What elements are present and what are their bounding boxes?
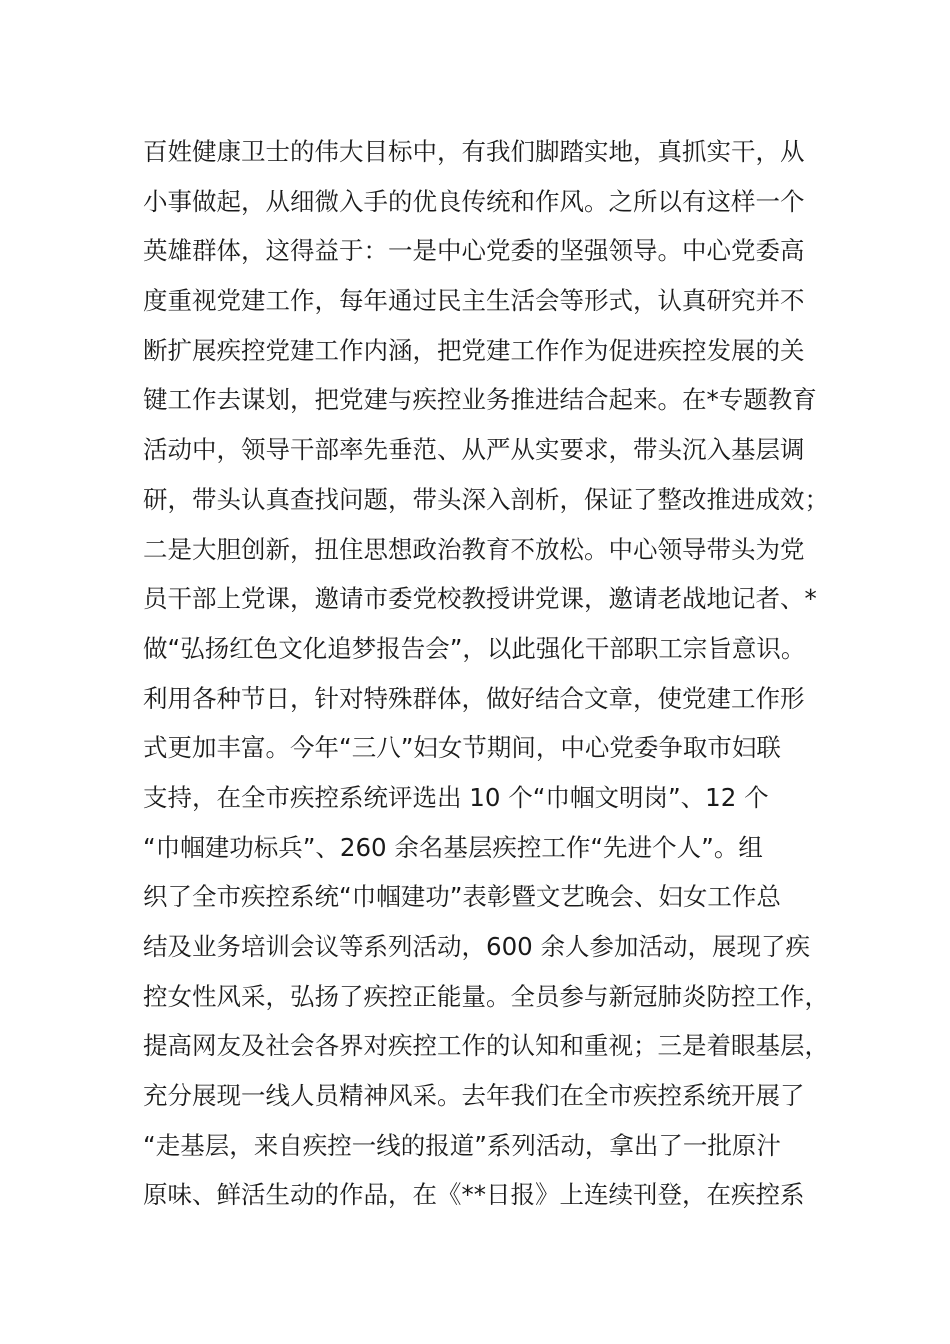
text-line: 小事做起，从细微入手的优良传统和作风。之所以有这样一个 [143, 186, 805, 216]
text-line: 式更加丰富。今年“三八”妇女节期间，中心党委争取市妇联 [143, 733, 781, 763]
text-line: 控女性风采，弘扬了疾控正能量。全员参与新冠肺炎防控工作， [143, 981, 829, 1011]
body-paragraph [143, 127, 829, 1220]
text-line: 研，带头认真查找问题，带头深入剖析，保证了整改推进成效； [143, 484, 829, 514]
text-line: “巾帼建功标兵”、260 余名基层疾控工作“先进个人”。组 [143, 832, 763, 862]
text-line: 键工作去谋划，把党建与疾控业务推进结合起来。在*专题教育 [143, 385, 817, 415]
text-line: 提高网友及社会各界对疾控工作的认知和重视；三是着眼基层， [143, 1031, 829, 1061]
text-line: 二是大胆创新，扭住思想政治教育不放松。中心领导带头为党 [143, 534, 805, 564]
text-line: 做“弘扬红色文化追梦报告会”，以此强化干部职工宗旨意识。 [143, 633, 806, 663]
text-line: 员干部上党课，邀请市委党校教授讲党课，邀请老战地记者、* [143, 584, 817, 614]
text-line: 充分展现一线人员精神风采。去年我们在全市疾控系统开展了 [143, 1081, 805, 1111]
text-line: “走基层，来自疾控一线的报道”系列活动，拿出了一批原汁 [143, 1130, 781, 1160]
text-line: 断扩展疾控党建工作内涵，把党建工作作为促进疾控发展的关 [143, 335, 805, 365]
text-line: 活动中，领导干部率先垂范、从严从实要求，带头沉入基层调 [143, 435, 805, 465]
text-line: 英雄群体，这得益于：一是中心党委的坚强领导。中心党委高 [143, 236, 805, 266]
text-line: 织了全市疾控系统“巾帼建功”表彰暨文艺晚会、妇女工作总 [143, 882, 781, 912]
text-line: 度重视党建工作，每年通过民主生活会等形式，认真研究并不 [143, 286, 805, 316]
text-line: 百姓健康卫士的伟大目标中，有我们脚踏实地，真抓实干，从 [143, 137, 805, 166]
text-line: 支持，在全市疾控系统评选出 10 个“巾帼文明岗”、12 个 [143, 782, 769, 812]
text-line: 利用各种节日，针对特殊群体，做好结合文章，使党建工作形 [143, 683, 805, 713]
text-line: 结及业务培训会议等系列活动，600 余人参加活动，展现了疾 [143, 932, 811, 961]
text-line: 原味、鲜活生动的作品，在《**日报》上连续刊登，在疾控系 [143, 1180, 805, 1210]
